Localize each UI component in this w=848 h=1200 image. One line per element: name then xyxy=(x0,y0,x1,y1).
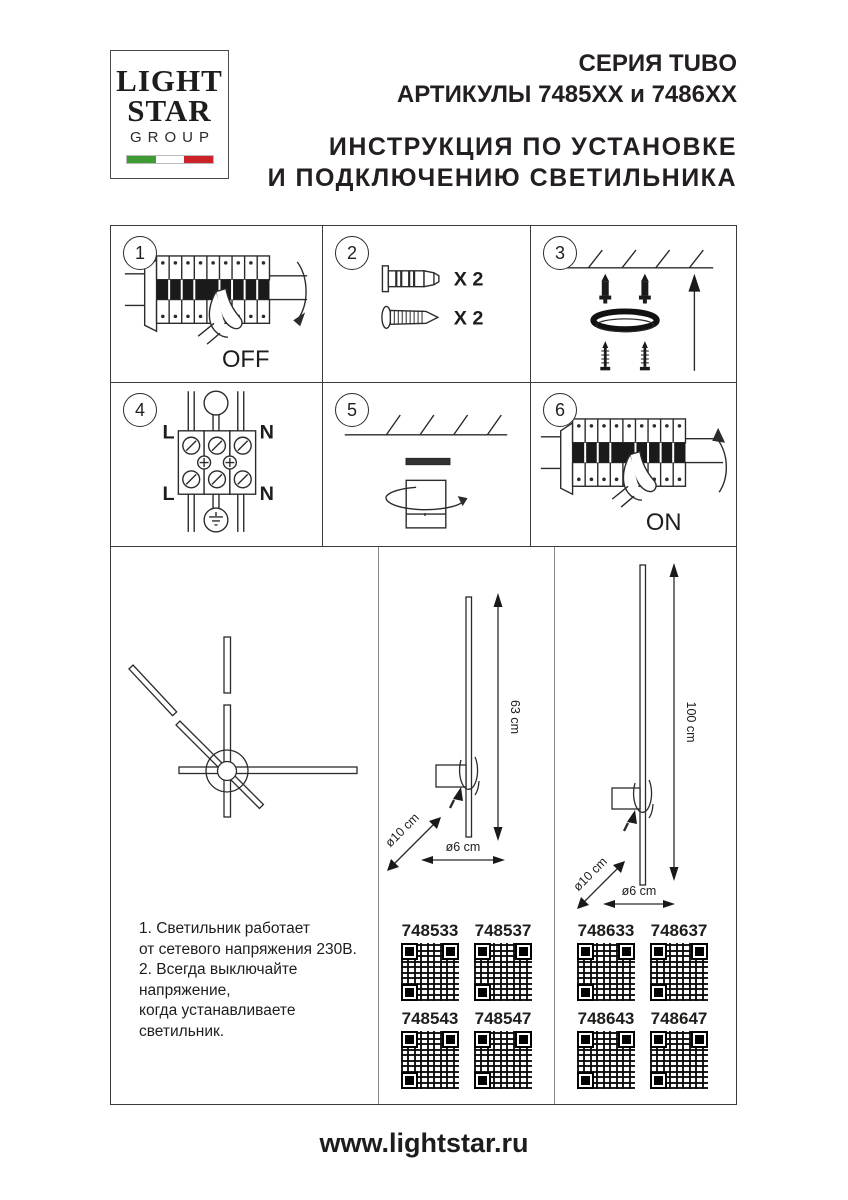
series-title: СЕРИЯ TUBO xyxy=(578,50,737,77)
terminal-l-top: L xyxy=(162,421,175,444)
terminal-l-bottom: L xyxy=(162,483,175,506)
italian-flag-stripe xyxy=(126,155,214,164)
step-2-hardware xyxy=(323,226,531,383)
terminal-n-bottom: N xyxy=(259,483,274,506)
on-label: ON xyxy=(645,508,682,536)
note-line-4: когда устанавливаете светильник. xyxy=(139,1002,296,1040)
tube-diameter-dimension xyxy=(603,900,675,908)
screw-qty-label: X 2 xyxy=(453,307,484,330)
lamp-100-panel xyxy=(554,547,736,1104)
off-label: OFF xyxy=(221,345,270,373)
qr-code-748533 xyxy=(401,943,459,1001)
note-line-2: от сетевого напряжения 230В. xyxy=(139,940,357,958)
step-5-attach-canopy xyxy=(323,383,531,546)
note-line-1: 1. Светильник работает xyxy=(139,920,310,937)
ground-symbol-icon xyxy=(204,508,228,532)
website-url: www.lightstar.ru xyxy=(319,1128,529,1158)
articles-line: АРТИКУЛЫ 7485XX и 7486XX xyxy=(396,81,737,108)
arrow-up-icon xyxy=(688,274,700,371)
steps-grid xyxy=(110,225,737,547)
header-series-block xyxy=(397,48,737,110)
step-4-number: 4 xyxy=(123,393,157,427)
flag-red xyxy=(184,156,213,163)
lamp-63-drawing xyxy=(379,547,554,919)
lamp-100-tube-diameter-label: ø6 cm xyxy=(621,884,657,898)
screws-icon xyxy=(600,341,650,370)
height-dimension xyxy=(494,593,503,841)
arrow-down-icon xyxy=(293,262,306,326)
lamp-top-view-drawing xyxy=(111,547,376,907)
mounting-plate-icon xyxy=(593,311,656,331)
step-1-power-off xyxy=(111,226,323,383)
qr-code-748647 xyxy=(650,1031,708,1089)
top-view-panel xyxy=(111,547,378,1104)
lamp-100-drawing xyxy=(555,547,736,919)
article-748533: 748533 xyxy=(401,921,459,940)
terminal-n-top: N xyxy=(259,421,274,444)
anchor-qty-label: X 2 xyxy=(453,268,484,291)
logo-line3: GROUP xyxy=(129,129,215,146)
lightstar-logo xyxy=(110,50,229,179)
logo-line1: LIGHT xyxy=(116,63,223,98)
mounting-bar-icon xyxy=(406,459,450,465)
step-4-wiring xyxy=(111,383,323,546)
safety-notes xyxy=(139,919,378,1042)
lamp-100-mount-diameter-label: ø10 cm xyxy=(570,854,610,894)
lamp-63-panel xyxy=(378,547,554,1104)
lamp-100-height-label: 100 cm xyxy=(684,701,698,743)
article-748637: 748637 xyxy=(650,921,708,940)
article-748633: 748633 xyxy=(577,921,635,940)
step-1-number: 1 xyxy=(123,236,157,270)
qr-code-748643 xyxy=(577,1031,635,1089)
article-748647: 748647 xyxy=(650,1009,708,1028)
product-overview-box xyxy=(110,546,737,1105)
lamp-63-height-label: 63 cm xyxy=(508,699,522,735)
flag-white xyxy=(156,156,185,163)
qr-code-748543 xyxy=(401,1031,459,1089)
lamp-63-mount-diameter-label: ø10 cm xyxy=(382,810,422,850)
logo-line2: STAR xyxy=(127,93,212,128)
step-2-number: 2 xyxy=(335,236,369,270)
wall-anchor-icon xyxy=(382,266,438,292)
step-6-power-on xyxy=(531,383,736,546)
qr-code-748547 xyxy=(474,1031,532,1089)
lamp-63-tube-diameter-label: ø6 cm xyxy=(445,840,481,854)
step-3-number: 3 xyxy=(543,236,577,270)
note-line-3: 2. Всегда выключайте напряжение, xyxy=(139,961,298,999)
article-748643: 748643 xyxy=(577,1009,635,1028)
qr-code-748537 xyxy=(474,943,532,1001)
step-3-mounting-holes xyxy=(531,226,736,383)
instruction-title-line2: И ПОДКЛЮЧЕНИЮ СВЕТИЛЬНИКА xyxy=(267,164,737,192)
header-instruction-block xyxy=(268,132,737,194)
article-748547: 748547 xyxy=(474,1009,532,1028)
instruction-title-line1: ИНСТРУКЦИЯ ПО УСТАНОВКЕ xyxy=(328,133,737,161)
article-748543: 748543 xyxy=(401,1009,459,1028)
article-748537: 748537 xyxy=(474,921,532,940)
flag-green xyxy=(127,156,156,163)
step-6-number: 6 xyxy=(543,393,577,427)
tube-diameter-dimension xyxy=(421,856,505,864)
anchors-icon xyxy=(599,274,650,304)
step-5-number: 5 xyxy=(335,393,369,427)
screw-icon xyxy=(382,306,438,328)
arrow-up-icon xyxy=(712,428,726,492)
qr-code-748633 xyxy=(577,943,635,1001)
height-dimension xyxy=(670,563,679,881)
qr-code-748637 xyxy=(650,943,708,1001)
